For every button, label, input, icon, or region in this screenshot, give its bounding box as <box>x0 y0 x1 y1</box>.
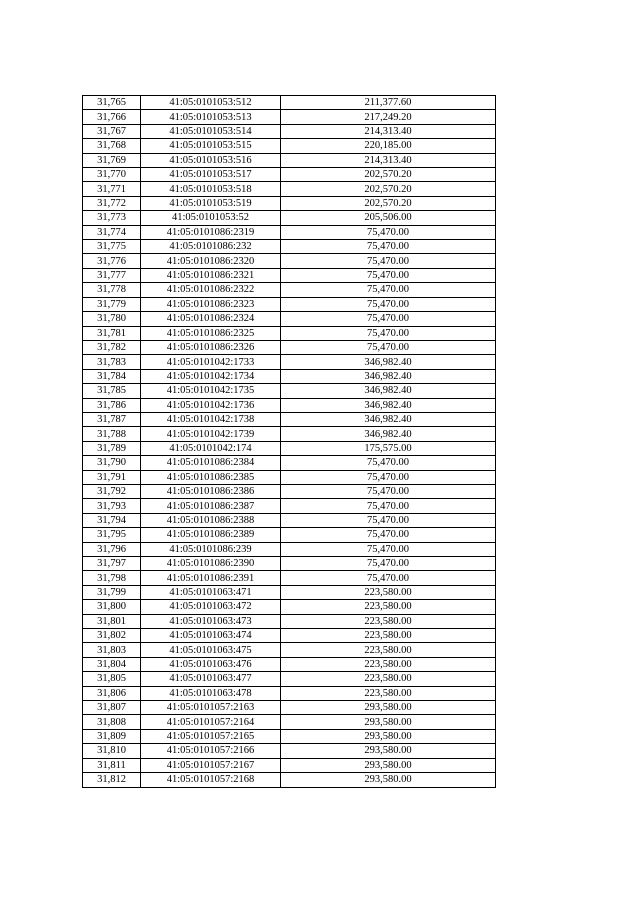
row-number-cell: 31,804 <box>83 657 141 671</box>
cadastral-number-cell: 41:05:0101063:473 <box>141 614 281 628</box>
row-number-cell: 31,772 <box>83 196 141 210</box>
table-row <box>83 513 496 527</box>
table-body <box>83 96 496 788</box>
table-row <box>83 254 496 268</box>
cadastral-value-cell: 223,580.00 <box>281 614 496 628</box>
cadastral-value-cell: 75,470.00 <box>281 456 496 470</box>
table-row <box>83 369 496 383</box>
cadastral-value-cell: 205,506.00 <box>281 211 496 225</box>
cadastral-value-cell: 75,470.00 <box>281 528 496 542</box>
cadastral-value-cell: 214,313.40 <box>281 124 496 138</box>
table-row <box>83 729 496 743</box>
cadastral-value-cell: 75,470.00 <box>281 542 496 556</box>
cadastral-value-cell: 75,470.00 <box>281 283 496 297</box>
cadastral-number-cell: 41:05:0101086:2386 <box>141 484 281 498</box>
row-number-cell: 31,789 <box>83 441 141 455</box>
cadastral-value-cell: 346,982.40 <box>281 384 496 398</box>
cadastral-number-cell: 41:05:0101042:1734 <box>141 369 281 383</box>
row-number-cell: 31,788 <box>83 427 141 441</box>
row-number-cell: 31,798 <box>83 571 141 585</box>
cadastral-value-cell: 346,982.40 <box>281 369 496 383</box>
row-number-cell: 31,793 <box>83 499 141 513</box>
cadastral-number-cell: 41:05:0101086:2385 <box>141 470 281 484</box>
cadastral-number-cell: 41:05:0101086:2323 <box>141 297 281 311</box>
cadastral-value-cell: 223,580.00 <box>281 629 496 643</box>
table-row <box>83 110 496 124</box>
table-row <box>83 441 496 455</box>
cadastral-value-cell: 223,580.00 <box>281 643 496 657</box>
table-row <box>83 484 496 498</box>
row-number-cell: 31,795 <box>83 528 141 542</box>
cadastral-number-cell: 41:05:0101053:518 <box>141 182 281 196</box>
cadastral-number-cell: 41:05:0101086:2319 <box>141 225 281 239</box>
row-number-cell: 31,799 <box>83 585 141 599</box>
cadastral-number-cell: 41:05:0101063:472 <box>141 600 281 614</box>
row-number-cell: 31,777 <box>83 268 141 282</box>
table-row <box>83 427 496 441</box>
cadastral-value-cell: 214,313.40 <box>281 153 496 167</box>
row-number-cell: 31,801 <box>83 614 141 628</box>
table-row <box>83 528 496 542</box>
table-row <box>83 355 496 369</box>
cadastral-value-cell: 223,580.00 <box>281 686 496 700</box>
table-row <box>83 600 496 614</box>
table-row <box>83 412 496 426</box>
table-row <box>83 182 496 196</box>
table-row <box>83 542 496 556</box>
table-row <box>83 340 496 354</box>
cadastral-value-cell: 293,580.00 <box>281 758 496 772</box>
row-number-cell: 31,791 <box>83 470 141 484</box>
table-row <box>83 384 496 398</box>
cadastral-number-cell: 41:05:0101063:478 <box>141 686 281 700</box>
cadastral-value-table <box>82 95 496 788</box>
row-number-cell: 31,771 <box>83 182 141 196</box>
table-row <box>83 643 496 657</box>
table-row <box>83 585 496 599</box>
cadastral-number-cell: 41:05:0101086:232 <box>141 240 281 254</box>
table-row <box>83 672 496 686</box>
row-number-cell: 31,787 <box>83 412 141 426</box>
table-row <box>83 398 496 412</box>
cadastral-value-cell: 75,470.00 <box>281 484 496 498</box>
row-number-cell: 31,812 <box>83 773 141 787</box>
row-number-cell: 31,807 <box>83 701 141 715</box>
table-row <box>83 312 496 326</box>
cadastral-value-cell: 75,470.00 <box>281 499 496 513</box>
row-number-cell: 31,776 <box>83 254 141 268</box>
cadastral-number-cell: 41:05:0101057:2164 <box>141 715 281 729</box>
cadastral-value-cell: 75,470.00 <box>281 268 496 282</box>
table-row <box>83 499 496 513</box>
row-number-cell: 31,774 <box>83 225 141 239</box>
cadastral-value-cell: 346,982.40 <box>281 427 496 441</box>
cadastral-value-cell: 293,580.00 <box>281 715 496 729</box>
cadastral-number-cell: 41:05:0101063:477 <box>141 672 281 686</box>
cadastral-number-cell: 41:05:0101086:2324 <box>141 312 281 326</box>
cadastral-number-cell: 41:05:0101053:514 <box>141 124 281 138</box>
row-number-cell: 31,800 <box>83 600 141 614</box>
row-number-cell: 31,781 <box>83 326 141 340</box>
row-number-cell: 31,765 <box>83 96 141 110</box>
cadastral-number-cell: 41:05:0101063:475 <box>141 643 281 657</box>
table-row <box>83 744 496 758</box>
row-number-cell: 31,780 <box>83 312 141 326</box>
cadastral-value-cell: 346,982.40 <box>281 412 496 426</box>
row-number-cell: 31,775 <box>83 240 141 254</box>
table-row <box>83 758 496 772</box>
row-number-cell: 31,811 <box>83 758 141 772</box>
row-number-cell: 31,782 <box>83 340 141 354</box>
cadastral-number-cell: 41:05:0101053:515 <box>141 139 281 153</box>
table-row <box>83 240 496 254</box>
cadastral-value-cell: 75,470.00 <box>281 513 496 527</box>
cadastral-number-cell: 41:05:0101086:2389 <box>141 528 281 542</box>
cadastral-value-cell: 223,580.00 <box>281 657 496 671</box>
cadastral-value-cell: 75,470.00 <box>281 225 496 239</box>
table-row <box>83 297 496 311</box>
row-number-cell: 31,773 <box>83 211 141 225</box>
row-number-cell: 31,769 <box>83 153 141 167</box>
cadastral-value-cell: 220,185.00 <box>281 139 496 153</box>
cadastral-number-cell: 41:05:0101053:512 <box>141 96 281 110</box>
table-row <box>83 326 496 340</box>
cadastral-value-cell: 75,470.00 <box>281 312 496 326</box>
cadastral-value-cell: 75,470.00 <box>281 470 496 484</box>
row-number-cell: 31,767 <box>83 124 141 138</box>
cadastral-number-cell: 41:05:0101053:513 <box>141 110 281 124</box>
cadastral-number-cell: 41:05:0101086:2326 <box>141 340 281 354</box>
row-number-cell: 31,779 <box>83 297 141 311</box>
cadastral-number-cell: 41:05:0101063:476 <box>141 657 281 671</box>
cadastral-value-cell: 346,982.40 <box>281 398 496 412</box>
cadastral-value-cell: 75,470.00 <box>281 557 496 571</box>
cadastral-number-cell: 41:05:0101042:1739 <box>141 427 281 441</box>
cadastral-number-cell: 41:05:0101053:52 <box>141 211 281 225</box>
cadastral-value-cell: 75,470.00 <box>281 571 496 585</box>
row-number-cell: 31,805 <box>83 672 141 686</box>
cadastral-number-cell: 41:05:0101086:2388 <box>141 513 281 527</box>
cadastral-value-cell: 211,377.60 <box>281 96 496 110</box>
cadastral-number-cell: 41:05:0101057:2168 <box>141 773 281 787</box>
table-row <box>83 701 496 715</box>
table-row <box>83 211 496 225</box>
row-number-cell: 31,785 <box>83 384 141 398</box>
cadastral-number-cell: 41:05:0101042:1736 <box>141 398 281 412</box>
table-row <box>83 614 496 628</box>
cadastral-number-cell: 41:05:0101086:2325 <box>141 326 281 340</box>
row-number-cell: 31,766 <box>83 110 141 124</box>
cadastral-number-cell: 41:05:0101042:1738 <box>141 412 281 426</box>
cadastral-number-cell: 41:05:0101053:516 <box>141 153 281 167</box>
table-row <box>83 571 496 585</box>
table-row <box>83 268 496 282</box>
cadastral-value-cell: 75,470.00 <box>281 326 496 340</box>
row-number-cell: 31,778 <box>83 283 141 297</box>
cadastral-number-cell: 41:05:0101053:517 <box>141 168 281 182</box>
row-number-cell: 31,797 <box>83 557 141 571</box>
row-number-cell: 31,790 <box>83 456 141 470</box>
cadastral-value-cell: 293,580.00 <box>281 729 496 743</box>
cadastral-number-cell: 41:05:0101042:1733 <box>141 355 281 369</box>
table-row <box>83 557 496 571</box>
table-row <box>83 196 496 210</box>
cadastral-number-cell: 41:05:0101053:519 <box>141 196 281 210</box>
table-row <box>83 456 496 470</box>
table-row <box>83 153 496 167</box>
table-row <box>83 470 496 484</box>
cadastral-number-cell: 41:05:0101086:2321 <box>141 268 281 282</box>
table-row <box>83 686 496 700</box>
cadastral-number-cell: 41:05:0101057:2165 <box>141 729 281 743</box>
table-row <box>83 96 496 110</box>
cadastral-value-cell: 346,982.40 <box>281 355 496 369</box>
row-number-cell: 31,809 <box>83 729 141 743</box>
cadastral-value-cell: 202,570.20 <box>281 182 496 196</box>
cadastral-value-cell: 223,580.00 <box>281 600 496 614</box>
cadastral-number-cell: 41:05:0101086:2387 <box>141 499 281 513</box>
cadastral-value-cell: 202,570.20 <box>281 168 496 182</box>
row-number-cell: 31,796 <box>83 542 141 556</box>
cadastral-value-cell: 217,249.20 <box>281 110 496 124</box>
cadastral-number-cell: 41:05:0101063:474 <box>141 629 281 643</box>
table-row <box>83 773 496 787</box>
row-number-cell: 31,770 <box>83 168 141 182</box>
cadastral-value-cell: 223,580.00 <box>281 672 496 686</box>
cadastral-value-cell: 293,580.00 <box>281 701 496 715</box>
table-row <box>83 139 496 153</box>
table-row <box>83 124 496 138</box>
cadastral-value-cell: 202,570.20 <box>281 196 496 210</box>
cadastral-number-cell: 41:05:0101086:2322 <box>141 283 281 297</box>
table-row <box>83 283 496 297</box>
cadastral-number-cell: 41:05:0101086:239 <box>141 542 281 556</box>
cadastral-number-cell: 41:05:0101086:2384 <box>141 456 281 470</box>
row-number-cell: 31,768 <box>83 139 141 153</box>
row-number-cell: 31,806 <box>83 686 141 700</box>
cadastral-number-cell: 41:05:0101063:471 <box>141 585 281 599</box>
cadastral-value-cell: 293,580.00 <box>281 773 496 787</box>
row-number-cell: 31,784 <box>83 369 141 383</box>
row-number-cell: 31,810 <box>83 744 141 758</box>
cadastral-number-cell: 41:05:0101042:1735 <box>141 384 281 398</box>
cadastral-number-cell: 41:05:0101057:2167 <box>141 758 281 772</box>
table-row <box>83 657 496 671</box>
cadastral-value-cell: 223,580.00 <box>281 585 496 599</box>
row-number-cell: 31,802 <box>83 629 141 643</box>
cadastral-value-cell: 75,470.00 <box>281 254 496 268</box>
cadastral-number-cell: 41:05:0101086:2320 <box>141 254 281 268</box>
row-number-cell: 31,783 <box>83 355 141 369</box>
cadastral-value-cell: 75,470.00 <box>281 240 496 254</box>
cadastral-value-cell: 293,580.00 <box>281 744 496 758</box>
cadastral-number-cell: 41:05:0101057:2163 <box>141 701 281 715</box>
table-row <box>83 225 496 239</box>
row-number-cell: 31,808 <box>83 715 141 729</box>
cadastral-number-cell: 41:05:0101086:2391 <box>141 571 281 585</box>
table-row <box>83 629 496 643</box>
row-number-cell: 31,794 <box>83 513 141 527</box>
row-number-cell: 31,803 <box>83 643 141 657</box>
cadastral-number-cell: 41:05:0101057:2166 <box>141 744 281 758</box>
cadastral-number-cell: 41:05:0101042:174 <box>141 441 281 455</box>
cadastral-value-cell: 75,470.00 <box>281 340 496 354</box>
table-row <box>83 168 496 182</box>
cadastral-value-cell: 75,470.00 <box>281 297 496 311</box>
cadastral-number-cell: 41:05:0101086:2390 <box>141 557 281 571</box>
row-number-cell: 31,792 <box>83 484 141 498</box>
table-row <box>83 715 496 729</box>
row-number-cell: 31,786 <box>83 398 141 412</box>
cadastral-value-cell: 175,575.00 <box>281 441 496 455</box>
